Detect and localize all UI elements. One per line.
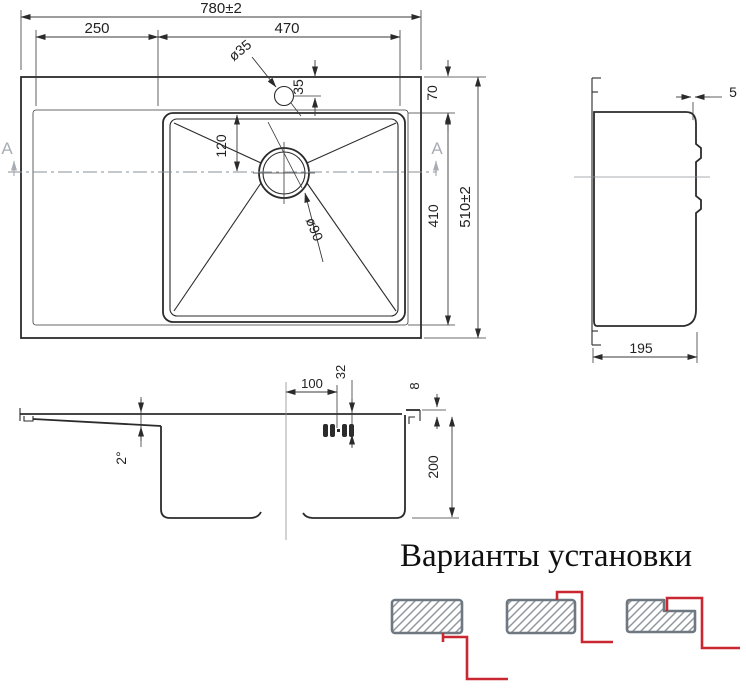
dim-text: 510±2 xyxy=(457,186,474,228)
dim-drainboard-slope xyxy=(113,397,141,465)
right-rim-hook xyxy=(409,417,415,424)
install-option-undermount xyxy=(627,598,740,648)
drainboard-slope-line xyxy=(33,419,161,426)
countertop-section-notched xyxy=(627,600,695,632)
dim-rim-height xyxy=(407,382,446,429)
fitting-block xyxy=(349,424,354,437)
dim-bowl-depth xyxy=(412,417,459,518)
countertop-section xyxy=(392,600,462,633)
dim-drain-from-bowl-top xyxy=(213,115,237,171)
sink-body-profile xyxy=(594,112,701,326)
section-marker-a-left xyxy=(1,139,14,176)
dim-text: 2° xyxy=(113,451,129,465)
dim-faucet-from-edge xyxy=(290,60,315,116)
installation-options xyxy=(392,538,740,679)
diagonal-line xyxy=(307,123,396,163)
dim-text: 195 xyxy=(629,340,653,356)
dim-text: 470 xyxy=(274,20,300,37)
installation-heading: Варианты установки xyxy=(399,538,693,574)
diagonal-line xyxy=(174,183,261,311)
dim-drain-from-center xyxy=(286,376,337,428)
section-view xyxy=(20,365,459,540)
dim-text: 35 xyxy=(290,79,306,95)
dim-text: 120 xyxy=(213,134,229,158)
dim-text: 32 xyxy=(333,364,348,380)
dim-drainboard-and-bowl-width xyxy=(36,20,400,106)
countertop-section xyxy=(507,600,575,633)
bowl-diagonals xyxy=(174,123,396,311)
install-option-flush-mount xyxy=(507,592,613,642)
section-letter: A xyxy=(431,139,443,158)
sink-outline-plan xyxy=(21,77,421,338)
dim-edge-lip xyxy=(676,84,737,120)
sink-edge-profile-red xyxy=(443,633,508,679)
diagonal-line xyxy=(307,183,396,311)
dim-text: 8 xyxy=(407,382,422,390)
dim-text: ø90 xyxy=(302,214,327,244)
dim-text: ø35 xyxy=(225,36,255,64)
dim-overall-width xyxy=(21,0,421,70)
dim-text: 70 xyxy=(424,85,440,101)
dim-text: 780±2 xyxy=(200,0,242,17)
fitting-block xyxy=(323,424,328,437)
dim-text: 200 xyxy=(425,455,441,479)
dim-text: 410 xyxy=(425,204,441,228)
side-view xyxy=(574,78,737,363)
fitting-block xyxy=(330,424,335,437)
dim-drain-diameter xyxy=(268,122,327,262)
dim-text: 5 xyxy=(729,84,737,100)
section-letter: A xyxy=(1,139,13,158)
dim-text: 250 xyxy=(84,20,110,37)
bowl-left-wall xyxy=(161,426,261,518)
dim-side-height xyxy=(593,332,697,363)
fitting-block xyxy=(342,424,347,437)
plan-view xyxy=(1,0,486,338)
dim-text: 100 xyxy=(301,376,323,391)
install-option-overmount xyxy=(392,600,508,679)
section-marker-a-right xyxy=(431,139,443,176)
leader-line xyxy=(252,57,276,87)
leader-line xyxy=(291,103,301,116)
left-rim-hook xyxy=(24,416,33,421)
fitting-dot xyxy=(337,429,340,432)
overflow-fitting-section xyxy=(323,424,354,437)
